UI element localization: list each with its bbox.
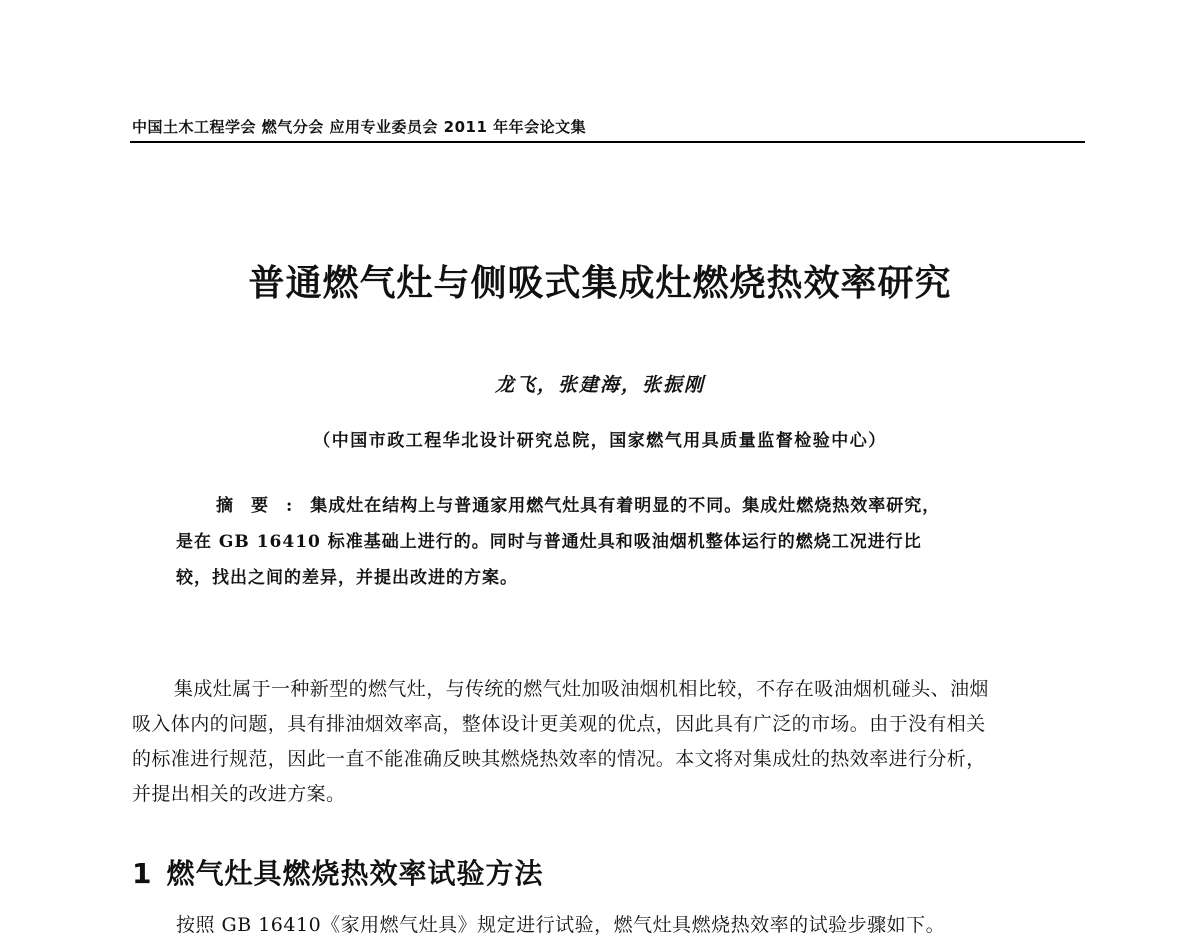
abstract-label: 摘要: [216, 496, 311, 516]
author-list: 龙飞，张建海，张振刚 [494, 374, 705, 396]
abstract-line: 是在 GB 16410 标准基础上进行的。同时与普通灶具和吸油烟机整体运行的燃烧工况进行比 [176, 532, 922, 552]
running-header: 中国土木工程学会 燃气分会 应用专业委员会 2011 年年会论文集 [132, 118, 587, 136]
paragraph-line: 吸入体内的问题，具有排油烟效率高，整体设计更美观的优点，因此具有广泛的市场。由于没有相关 [132, 713, 986, 735]
abstract [176, 488, 1056, 596]
section-title: 燃气灶具燃烧热效率试验方法 [166, 857, 544, 890]
abstract-text: 集成灶在结构上与普通家用燃气灶具有着明显的不同。集成灶燃烧热效率研究， [310, 496, 941, 516]
section-number: 1 [132, 857, 153, 890]
section-heading [132, 852, 544, 892]
affiliation: （中国市政工程华北设计研究总院，国家燃气用具质量监督检验中心） [313, 431, 887, 451]
abstract-line [176, 488, 1056, 524]
intro-paragraph [132, 672, 1087, 812]
section-paragraph: 按照 GB 16410《家用燃气灶具》规定进行试验，燃气灶具燃烧热效率的试验步骤如下。 [176, 914, 946, 936]
abstract-line: 较，找出之间的差异，并提出改进的方案。 [176, 568, 518, 588]
paragraph-line: 并提出相关的改进方案。 [132, 783, 346, 805]
paper-title: 普通燃气灶与侧吸式集成灶燃烧热效率研究 [248, 262, 952, 304]
paragraph-line: 的标准进行规范，因此一直不能准确反映其燃烧热效率的情况。本文将对集成灶的热效率进行分析， [132, 748, 986, 770]
paragraph-line: 集成灶属于一种新型的燃气灶，与传统的燃气灶加吸油烟机相比较，不存在吸油烟机碰头、油烟 [174, 678, 989, 700]
header-rule [130, 141, 1085, 143]
